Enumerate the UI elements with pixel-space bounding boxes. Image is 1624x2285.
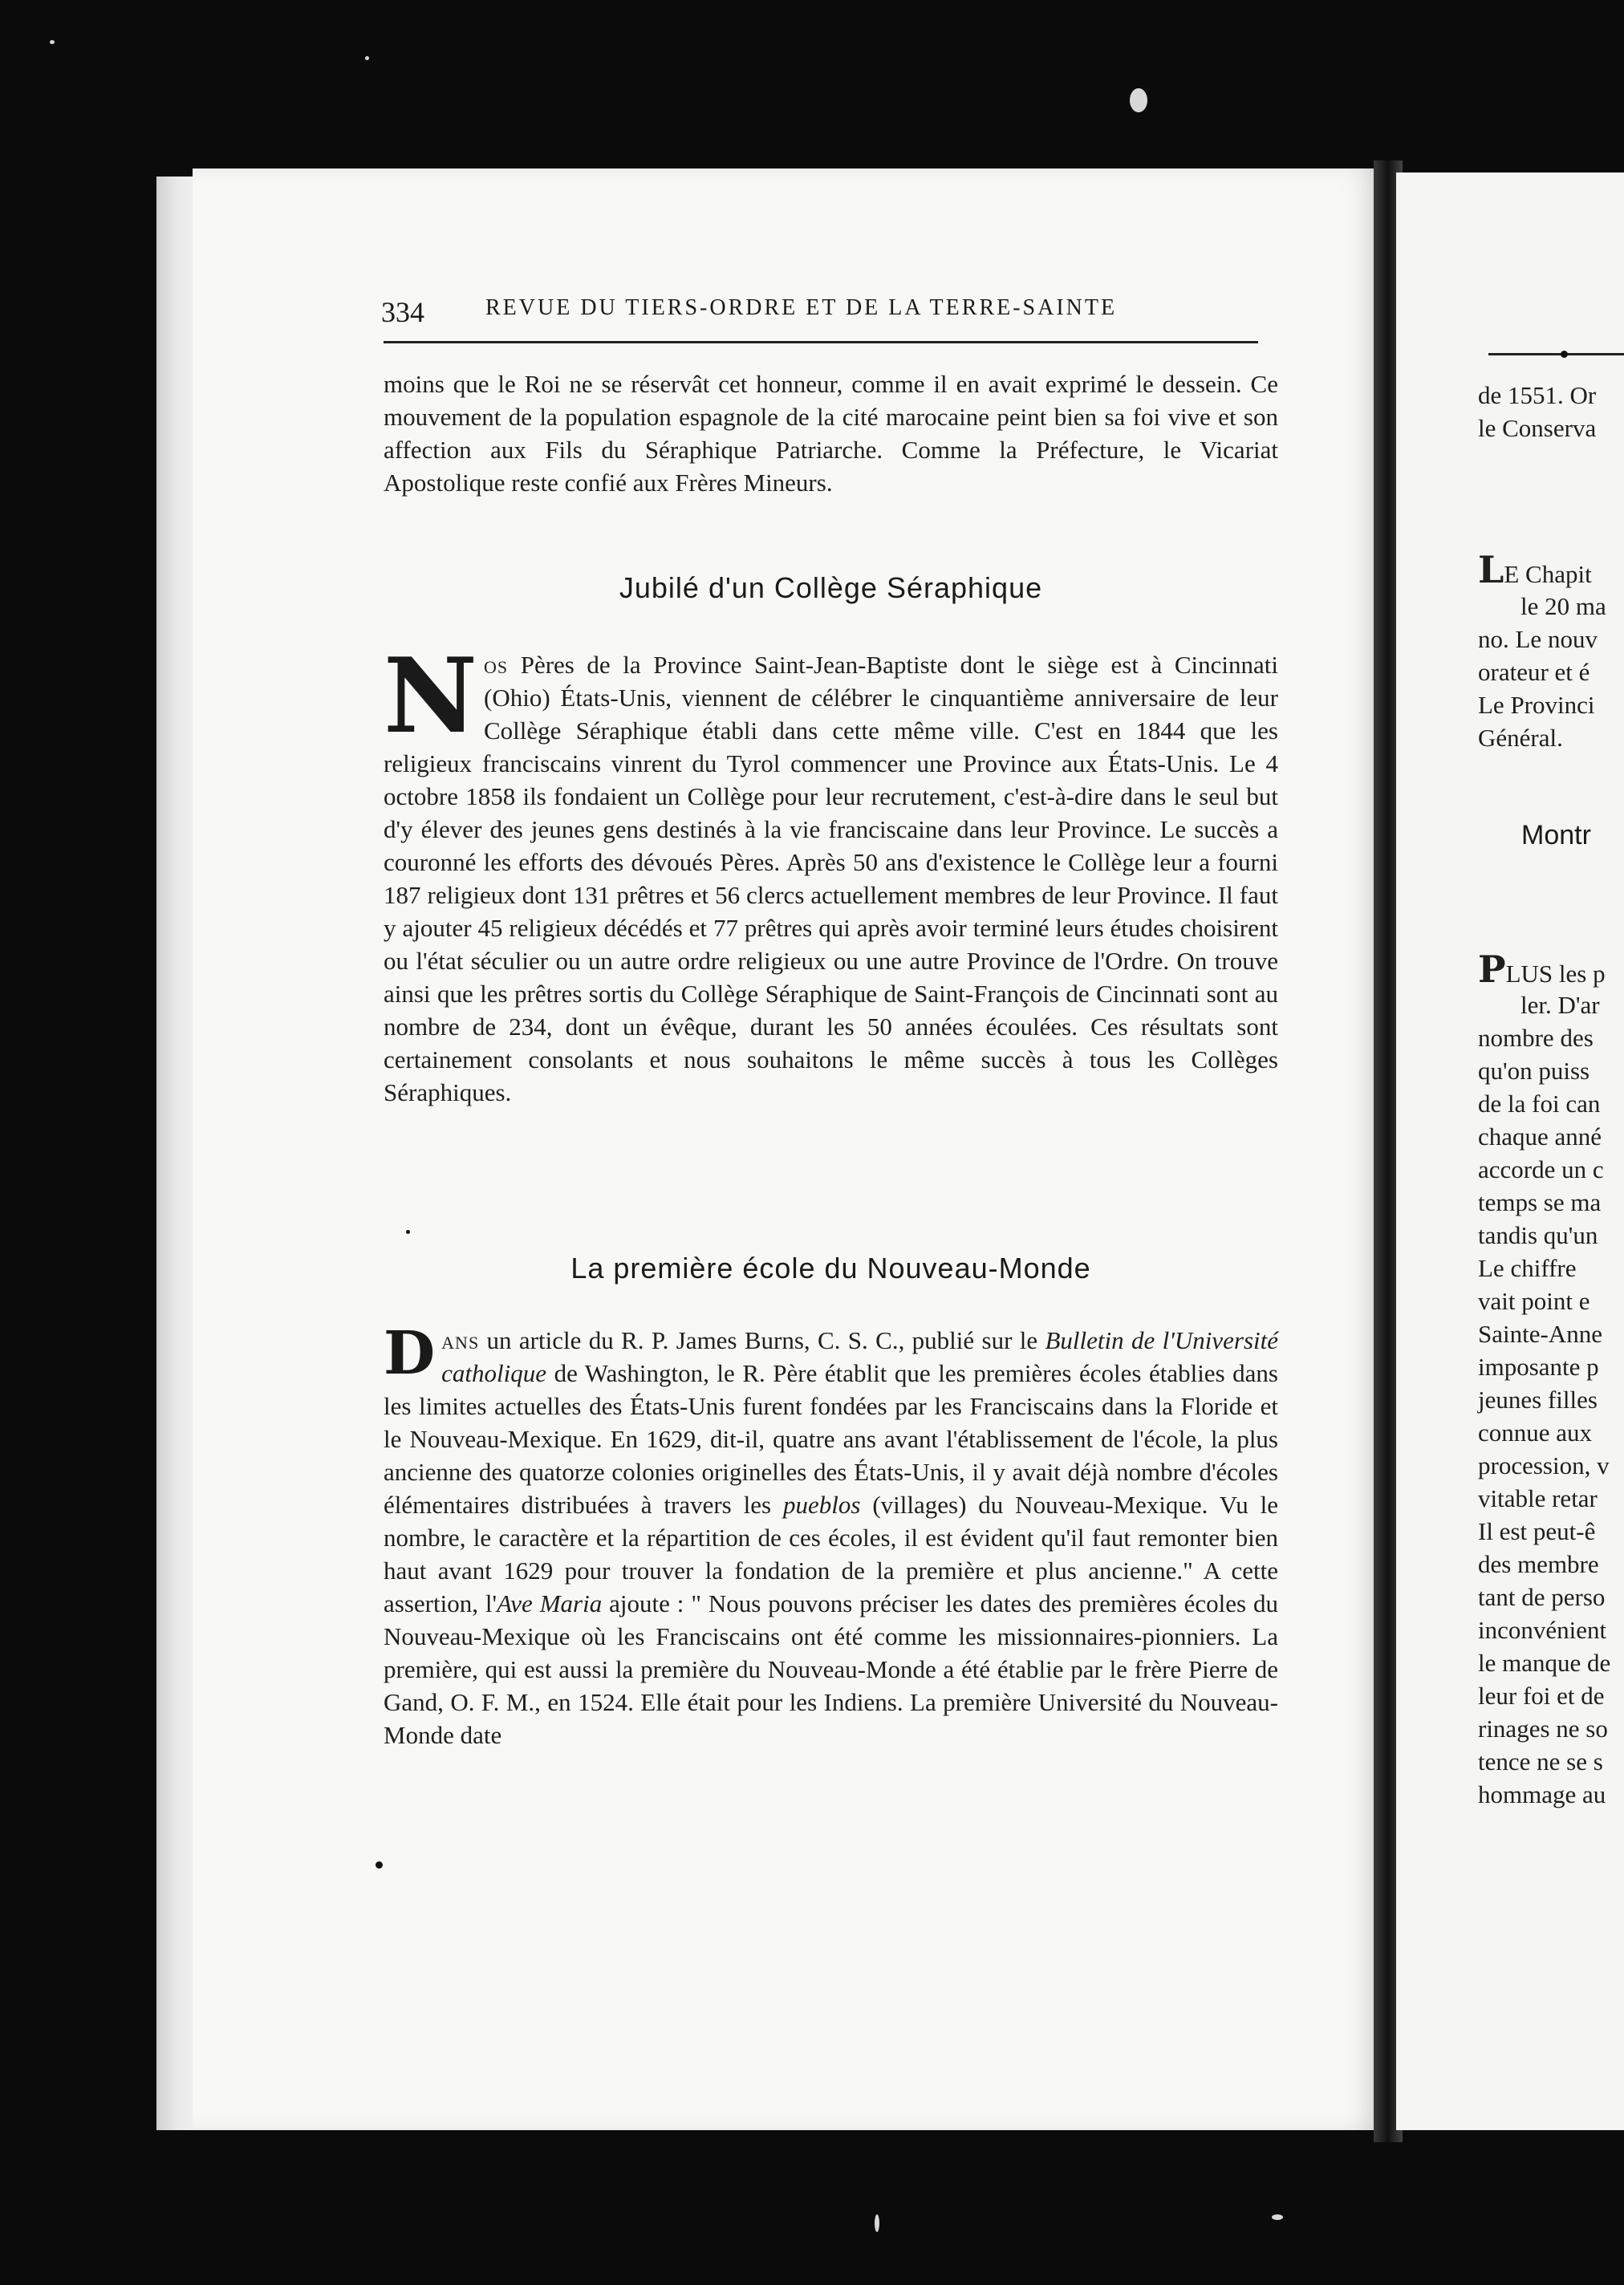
right-line: Sainte-Anne	[1478, 1320, 1602, 1348]
ecole-text-1: un article du R. P. James Burns, C. S. C., publié sur le	[479, 1326, 1045, 1354]
ecole-text-3: (villages) du Nouveau-Mexique. Vu le nombre, le caractère et la répartition de ces écoles, il est évident qu'il faut remonter bien haut avant 1629 pour trouver la fondation de la première et plus ancienne." A cette assertion, l'	[384, 1491, 1278, 1617]
ink-dot	[376, 1861, 383, 1869]
right-line: chaque anné	[1478, 1122, 1602, 1151]
right-line: Le Provinci	[1478, 691, 1595, 719]
right-line	[1478, 548, 1592, 591]
right-line: le 20 ma	[1520, 592, 1606, 620]
right-line: qu'on puiss	[1478, 1057, 1590, 1085]
right-line: connue aux	[1478, 1418, 1593, 1447]
page-header	[381, 289, 1256, 337]
dropcap-l: L	[1478, 548, 1504, 591]
right-line	[1478, 948, 1606, 991]
right-line: vitable retar	[1478, 1484, 1598, 1512]
right-line: le manque de	[1478, 1649, 1611, 1677]
italic-ave-maria: Ave Maria	[497, 1589, 603, 1617]
right-line: accorde un c	[1478, 1155, 1604, 1183]
right-line: no. Le nouv	[1478, 625, 1598, 653]
right-line: rinages ne so	[1478, 1715, 1608, 1743]
scan-speck	[1272, 2214, 1283, 2220]
running-title: REVUE DU TIERS-ORDRE ET DE LA TERRE-SAINTE	[485, 295, 1118, 320]
right-line: de la foi can	[1478, 1090, 1601, 1118]
right-line: orateur et é	[1478, 658, 1590, 686]
jubile-text: Pères de la Province Saint-Jean-Baptiste dont le siège est à Cincinnati (Ohio) États-Unis, viennent de célébrer le cinquantième anniversaire de leur Collège Séraphique établi dans cette même ville. C'est en 1844 que les religieux franciscains vinrent du Tyrol commencer une Province aux États-Unis. Le 4 octobre 1858 ils fondaient un Collège pour leur recrutement, c'est-à-dire dans le seul but d'y élever des jeunes gens destinés à la vie franciscaine dans leur Province. Le succès a couronné les efforts des dévoués Pères. Après 50 ans d'existence le Collège leur a fourni 187 religieux dont 131 prêtres et 56 clercs actuellement membres de leur Province. Il faut y ajouter 45 religieux décédés et 77 prêtres qui après avoir terminé leurs études choisirent ou l'état séculier ou un autre ordre religieux ou une autre Province de l'Ordre. On trouve ainsi que les prêtres sortis du Collège Séraphique de Saint-François de Cincinnati sont au nombre de 234, dont un évêque, durant les 50 années écoulées. Ces résultats sont certainement consolants et nous souhaitons le même succès à tous les Collèges Séraphiques.	[384, 651, 1278, 1106]
right-line: nombre des	[1478, 1024, 1594, 1052]
right-line: Général.	[1478, 724, 1563, 752]
first-word-rest: ans	[441, 1326, 480, 1354]
right-line: des membre	[1478, 1550, 1599, 1578]
section-jubile-paragraph	[384, 636, 1278, 1109]
right-line: tence ne se s	[1478, 1747, 1603, 1776]
intro-text: moins que le Roi ne se réservât cet honneur, comme il en avait exprimé le dessein. Ce mouvement de la population espagnole de la cité marocaine peint bien sa foi vive et son affection aux Fils du Séraphique Patriarche. Comme la Préfecture, le Vicariat Apostolique reste confié aux Frères Mineurs.	[384, 370, 1278, 497]
dropcap-n: N	[384, 636, 477, 757]
ink-dot	[406, 1230, 410, 1234]
right-line: jeunes filles	[1478, 1386, 1598, 1414]
right-line: tant de perso	[1478, 1583, 1606, 1611]
scan-speck	[1130, 88, 1147, 112]
right-line: leur foi et de	[1478, 1682, 1605, 1710]
right-line: le Conserva	[1478, 414, 1597, 442]
right-line: de 1551. Or	[1478, 381, 1597, 409]
right-line: inconvénient	[1478, 1616, 1607, 1644]
section-ecole-paragraph	[384, 1319, 1278, 1751]
right-section-title: Montr	[1521, 820, 1591, 850]
right-line: ler. D'ar	[1520, 991, 1600, 1019]
scan-speck	[50, 40, 55, 44]
dropcap-p: P	[1478, 948, 1506, 991]
scan-speck	[365, 56, 369, 60]
header-rule	[384, 341, 1258, 343]
rule-ornament	[1561, 351, 1568, 358]
right-header-rule	[1488, 353, 1624, 355]
right-line: tandis qu'un	[1478, 1221, 1598, 1249]
right-line: imposante p	[1478, 1353, 1599, 1381]
italic-pueblos: pueblos	[782, 1491, 861, 1519]
right-line: hommage au	[1478, 1780, 1606, 1808]
ecole-text-2: de Washington, le R. Père établit que les premières écoles établies dans les limites actuelles des États-Unis furent fondées par les Franciscains dans la Floride et le Nouveau-Mexique. En 1629, dit-il, quatre ans avant l'établissement de l'école, la plus ancienne des quatorze colonies originelles des États-Unis, il y avait déjà nombre d'écoles élémentaires distribuées à travers les	[384, 1359, 1278, 1519]
right-line: Il est peut-ê	[1478, 1517, 1596, 1545]
right-line: Le chiffre	[1478, 1254, 1577, 1282]
italic-bulletin: Bulletin de l'Université catholique	[441, 1326, 1278, 1387]
right-line-text: LUS les p	[1505, 960, 1606, 988]
ecole-text-4: ajoute : " Nous pouvons préciser les dates des premières écoles du Nouveau-Mexique où les Franciscains ont été comme les missionnaires-pionniers. La première, qui est aussi la première du Nouveau-Monde a été établie par le frère Pierre de Gand, O. F. M., en 1524. Elle était pour les Indiens. La première Université du Nouveau-Monde date	[384, 1589, 1278, 1749]
first-word-rest: os	[484, 651, 509, 679]
right-line: temps se ma	[1478, 1188, 1602, 1216]
page-number: 334	[381, 296, 424, 328]
section-title-ecole: La première école du Nouveau-Monde	[570, 1252, 1091, 1285]
right-line-text: E Chapit	[1504, 560, 1592, 588]
dropcap-d: D	[384, 1319, 436, 1388]
right-line: vait point e	[1478, 1287, 1590, 1315]
scan-speck	[875, 2214, 879, 2232]
intro-paragraph	[384, 367, 1278, 499]
section-title-jubile: Jubilé d'un Collège Séraphique	[619, 571, 1043, 604]
right-line: procession, v	[1478, 1451, 1610, 1479]
